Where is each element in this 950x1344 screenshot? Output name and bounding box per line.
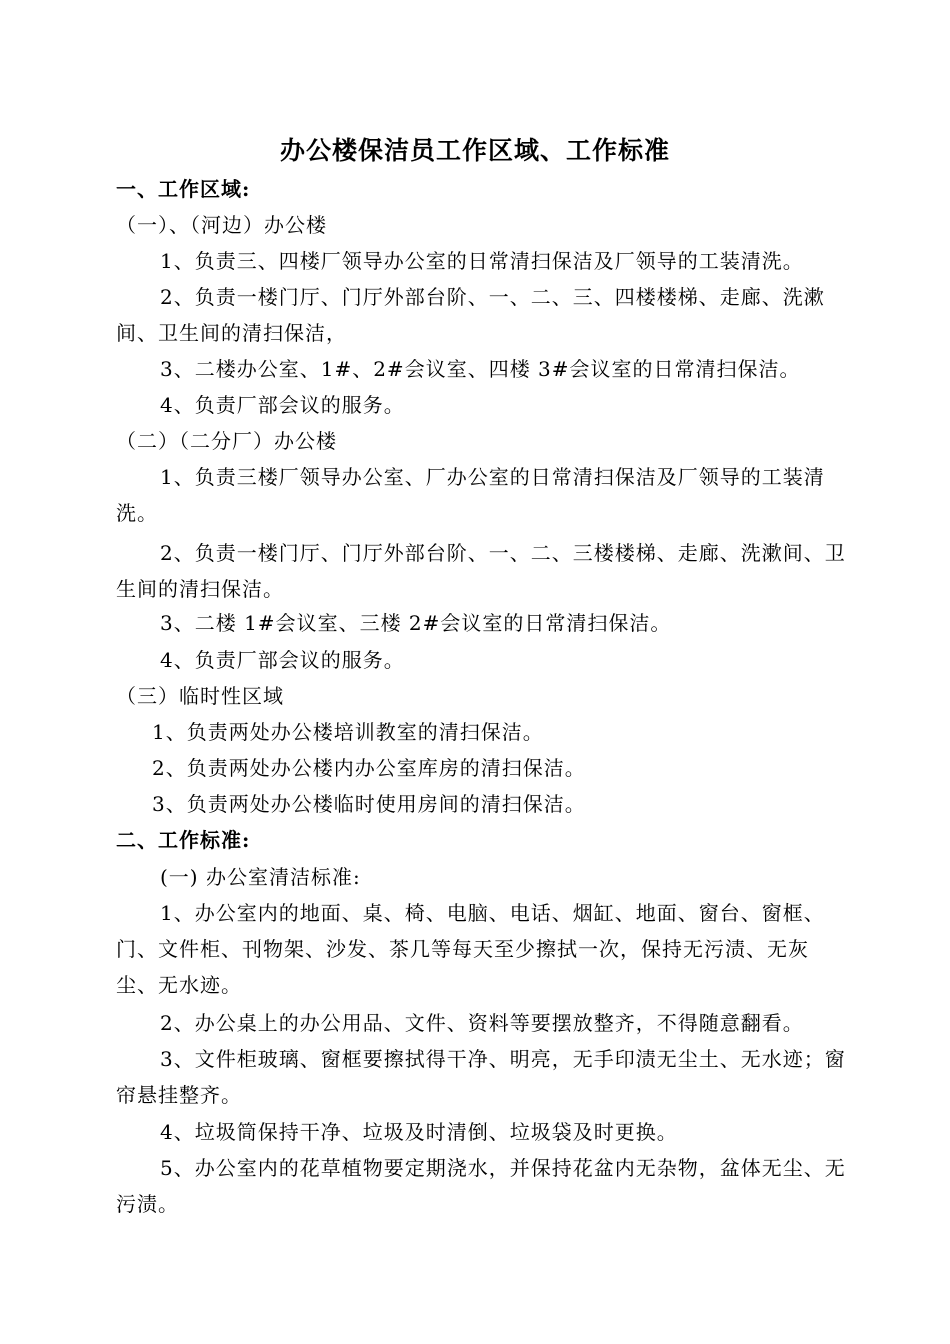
list-item: 4、垃圾筒保持干净、垃圾及时清倒、垃圾袋及时更换。: [160, 1120, 678, 1144]
subsection-heading-branch-building: （二）（二分厂）办公楼: [116, 429, 337, 453]
list-item: 4、负责厂部会议的服务。: [160, 648, 405, 672]
subsection-heading-riverside-building: （一）、（河边）办公楼: [116, 213, 327, 237]
list-item: 3、负责两处办公楼临时使用房间的清扫保洁。: [152, 792, 586, 816]
list-item-text: 1、负责三楼厂领导办公室、厂办公室的日常清扫保洁及厂领导的工装清洗。: [116, 465, 825, 525]
document-title: 办公楼保洁员工作区域、工作标准: [279, 136, 670, 165]
list-item: [116, 1150, 846, 1222]
section-heading-work-area: 一、工作区域:: [116, 177, 251, 201]
list-item-text: 2、负责一楼门厅、门厅外部台阶、一、二、三楼楼梯、走廊、洗漱间、卫生间的清扫保洁。: [116, 541, 846, 601]
list-item: 4、负责厂部会议的服务。: [160, 393, 405, 417]
list-item: [116, 279, 846, 351]
list-item: [116, 535, 846, 607]
list-item: [116, 459, 846, 531]
list-item: 3、二楼办公室、1#、2#会议室、四楼 3#会议室的日常清扫保洁。: [160, 357, 801, 381]
list-item: 2、办公桌上的办公用品、文件、资料等要摆放整齐，不得随意翻看。: [160, 1011, 804, 1035]
list-item-text: 1、办公室内的地面、桌、椅、电脑、电话、烟缸、地面、窗台、窗框、门、文件柜、刊物架、沙发、茶几等每天至少擦拭一次，保持无污渍、无灰尘、无水迹。: [116, 901, 825, 997]
list-item: [116, 895, 846, 1003]
list-item: [116, 1041, 846, 1113]
list-item: 1、负责两处办公楼培训教室的清扫保洁。: [152, 720, 544, 744]
section-heading-work-standard: 二、工作标准:: [116, 828, 251, 852]
list-item-text: 3、文件柜玻璃、窗框要擦拭得干净、明亮，无手印渍无尘土、无水迹；窗帘悬挂整齐。: [116, 1047, 846, 1107]
list-item-text: 5、办公室内的花草植物要定期浇水，并保持花盆内无杂物，盆体无尘、无污渍。: [116, 1156, 846, 1216]
subsection-heading-office-cleaning: (一) 办公室清洁标准:: [160, 865, 361, 889]
list-item-text: 2、负责一楼门厅、门厅外部台阶、一、二、三、四楼楼梯、走廊、洗漱间、卫生间的清扫保洁，: [116, 285, 825, 345]
subsection-heading-temporary-area: （三）临时性区域: [116, 684, 284, 708]
list-item: 3、二楼 1#会议室、三楼 2#会议室的日常清扫保洁。: [160, 611, 672, 635]
list-item: 2、负责两处办公楼内办公室库房的清扫保洁。: [152, 756, 586, 780]
list-item: 1、负责三、四楼厂领导办公室的日常清扫保洁及厂领导的工装清洗。: [160, 249, 804, 273]
